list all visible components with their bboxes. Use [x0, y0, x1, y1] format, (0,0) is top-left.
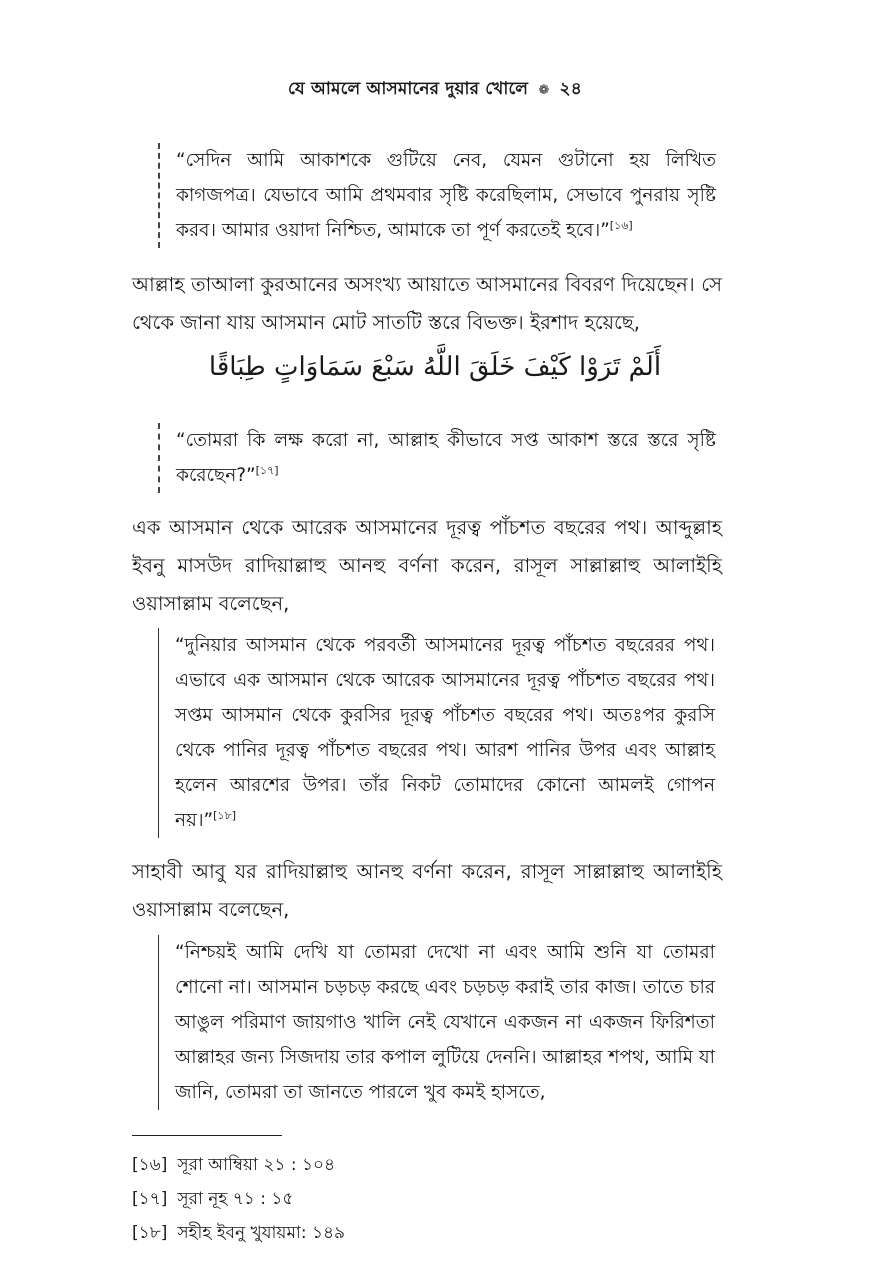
running-header	[0, 76, 870, 104]
quote-text: “তোমরা কি লক্ষ করো না, আল্লাহ কীভাবে সপ্ত আকাশ স্তরে স্তরে সৃষ্টি করেছেন?”	[176, 430, 716, 486]
quote-text: “দুনিয়ার আসমান থেকে পরবর্তী আসমানের দূরত্ব পাঁচশত বছরেরর পথ। এভাবে এক আসমান থেকে আরেক আসমানের দূরত্ব পাঁচশত বছরের পথ। সপ্তম আসমান থেকে কুরসির দূরত্ব পাঁচশত বছরের পথ। অতঃপর কুরসি থেকে পানির দূরত্ব পাঁচশত বছরের পথ। আরশ পানির উপর এবং আল্লাহ হলেন আরশের উপর। তাঁর নিকট তোমাদের কোনো আমলই গোপন নয়।”	[175, 635, 715, 831]
quote-block-2	[158, 423, 716, 493]
footnote-number: [১৭]	[132, 1189, 168, 1209]
page-number: ২৪	[559, 79, 583, 99]
quote-text: “সেদিন আমি আকাশকে গুটিয়ে নেব, যেমন গুটানো হয় লিখিত কাগজপত্র। যেভাবে আমি প্রথমবার সৃষ্টি করেছিলাম, সেভাবে পুনরায় সৃষ্টি করব। আমার ওয়াদা নিশ্চিত, আমাকে তা পূর্ণ করতেই হবে।”	[176, 150, 716, 241]
paragraph-2: এক আসমান থেকে আরেক আসমানের দূরত্ব পাঁচশত বছরের পথ। আব্দুল্লাহ ইবনু মাসউদ রাদিয়াল্লাহু আনহু বর্ণনা করেন, রাসূল সাল্লাল্লাহু আলাইহি ওয়াসাল্লাম বলেছেন,	[132, 516, 722, 615]
footnote-item	[132, 1216, 632, 1250]
footnote-number: [১৬]	[132, 1155, 168, 1175]
header-title: যে আমলে আসমানের দুয়ার খোলে	[287, 79, 529, 99]
quote-block-3	[158, 628, 715, 838]
footnote-text: সূরা আম্বিয়া ২১ : ১০৪	[177, 1155, 336, 1175]
quote-text: “নিশ্চয়ই আমি দেখি যা তোমরা দেখো না এবং আমি শুনি যা তোমরা শোনো না। আসমান চড়চড় করছে এবং চড়চড় করাই তার কাজ। তাতে চার আঙুল পরিমাণ জায়গাও খালি নেই যেখানে একজন না একজন ফিরিশতা আল্লাহর জন্য সিজদায় তার কপাল লুটিয়ে দেননি। আল্লাহর শপথ, আমি যা জানি, তোমরা তা জানতে পারলে খুব কমই হাসতে,	[175, 942, 715, 1103]
arabic-verse: أَلَمْ تَرَوْا كَيْفَ خَلَقَ اللَّهُ سَبْعَ سَمَاوَاتٍ طِبَاقًا	[208, 352, 662, 382]
footnote-item	[132, 1182, 632, 1216]
footnotes	[132, 1148, 632, 1250]
quote-block-1	[158, 143, 716, 248]
footnote-ref[interactable]: [১৬]	[609, 218, 633, 232]
paragraph-1: আল্লাহ তাআলা কুরআনের অসংখ্য আয়াতে আসমানের বিবরণ দিয়েছেন। সে থেকে জানা যায় আসমান মোট সাতটি স্তরে বিভক্ত। ইরশাদ হয়েছে,	[132, 273, 722, 334]
footnote-text: সূরা নূহ ৭১ : ১৫	[177, 1189, 294, 1209]
footnote-divider	[132, 1135, 282, 1136]
footnote-ref[interactable]: [১৭]	[255, 463, 279, 477]
footnote-number: [১৮]	[132, 1223, 168, 1243]
footnote-item	[132, 1148, 632, 1182]
quote-block-4	[158, 935, 715, 1110]
ornament-icon: ❁	[538, 83, 550, 98]
footnote-ref[interactable]: [১৮]	[213, 808, 236, 822]
paragraph-3: সাহাবী আবু যর রাদিয়াল্লাহু আনহু বর্ণনা করেন, রাসূল সাল্লাল্লাহু আলাইহি ওয়াসাল্লাম বলেছেন,	[132, 860, 722, 921]
footnote-text: সহীহ ইবনু খুযায়মা: ১৪৯	[177, 1223, 346, 1243]
